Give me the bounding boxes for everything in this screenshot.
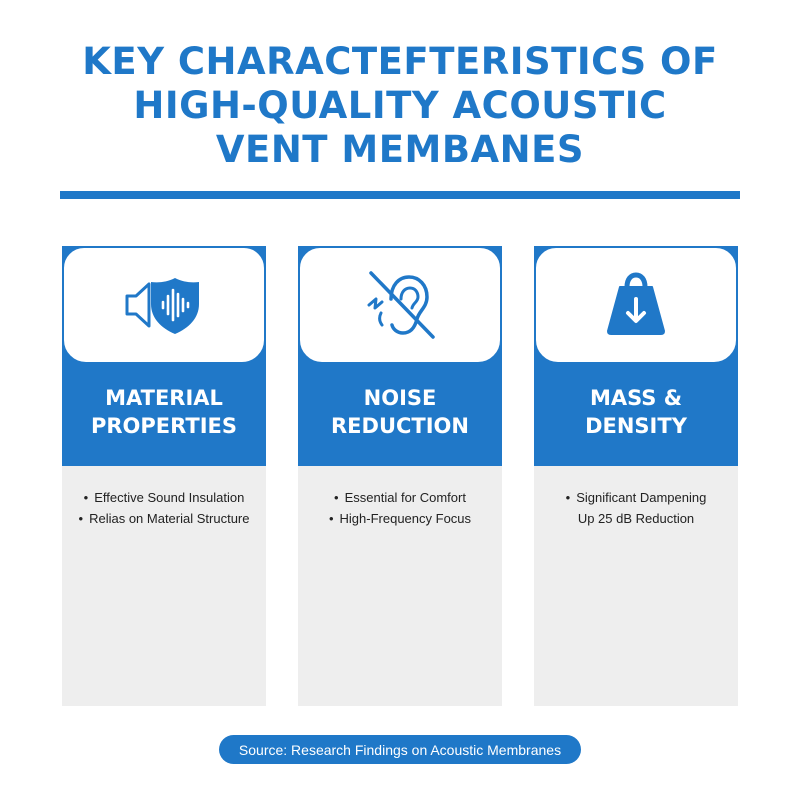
- speaker-shield-icon: [119, 270, 209, 340]
- weight-down-icon: [596, 265, 676, 345]
- source-badge: Source: Research Findings on Acoustic Membranes: [219, 735, 581, 764]
- list-item: • High-Frequency Focus: [328, 511, 472, 526]
- page-title: [0, 40, 800, 172]
- title-line: HIGH-QUALITY ACOUSTIC: [133, 84, 667, 127]
- list-item: • Essential for Comfort: [334, 490, 466, 505]
- card-bullet-list: [534, 487, 738, 529]
- list-item: • Significant Dampening: [565, 490, 707, 505]
- list-item: • Relias on Material Structure: [78, 511, 250, 526]
- card-icon-box: [534, 246, 738, 364]
- card-heading: MASS & DENSITY: [585, 386, 687, 438]
- card-bullet-list: [62, 487, 266, 529]
- card-heading: MATERIAL PROPERTIES: [91, 386, 237, 438]
- card-heading: NOISE REDUCTION: [331, 386, 469, 438]
- title-line: VENT MEMBANES: [215, 128, 585, 171]
- card-bullet-list: [298, 487, 502, 529]
- ear-muted-icon: [355, 265, 445, 345]
- card-mass-density: [534, 246, 738, 706]
- card-icon-box: [298, 246, 502, 364]
- list-item: Up 25 dB Reduction: [577, 511, 695, 526]
- title-divider: [60, 191, 740, 199]
- card-material-properties: [62, 246, 266, 706]
- card-noise-reduction: [298, 246, 502, 706]
- card-icon-box: [62, 246, 266, 364]
- list-item: • Effective Sound Insulation: [83, 490, 245, 505]
- title-line: KEY CHARACTEFTERISTICS OF: [82, 40, 718, 83]
